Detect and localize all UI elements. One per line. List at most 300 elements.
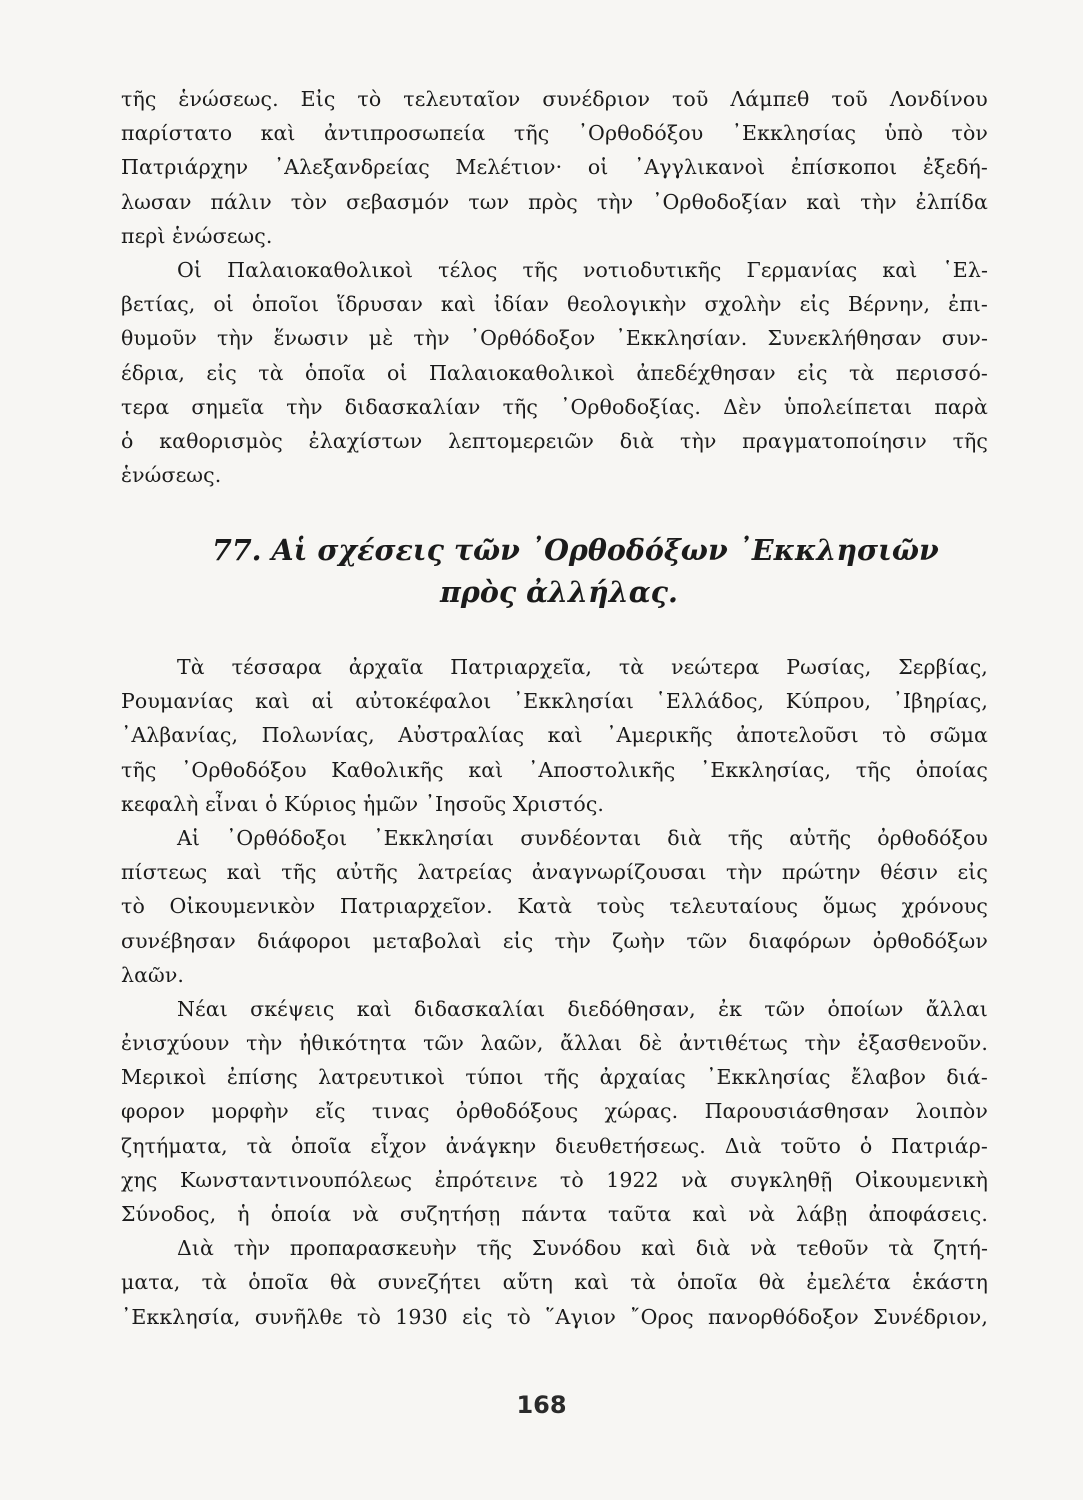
word: σεβασμόν — [346, 189, 450, 214]
word: τοῦ — [831, 87, 868, 111]
word: Ρουμανίας — [121, 689, 234, 714]
word: τὴν — [680, 428, 717, 453]
text-line — [121, 185, 988, 219]
text-line — [121, 1060, 988, 1094]
word: τῶν — [686, 928, 728, 953]
word: θυμοῦν — [121, 326, 197, 351]
word: λεπτομερειῶν — [448, 428, 594, 453]
paragraph-block-1 — [121, 82, 988, 492]
word: τελευταίους — [669, 894, 799, 919]
word: καὶ — [547, 723, 583, 748]
word: τῆς — [855, 757, 892, 782]
word: σημεῖα — [191, 394, 265, 419]
word: Πατριαρχεῖα, — [450, 655, 592, 679]
word: ἀποτελοῦσι — [736, 723, 859, 748]
section-number: 77. — [212, 533, 262, 567]
word: τῆς — [476, 1236, 513, 1261]
word: ἕνωσιν — [273, 326, 349, 351]
word: Μερικοὶ — [121, 1065, 207, 1090]
word: τῆς — [513, 121, 550, 146]
text-line — [121, 684, 988, 718]
word: τοὺς — [596, 894, 645, 919]
word: τὴν — [554, 928, 591, 953]
text-line — [121, 855, 988, 889]
word: τὴν — [804, 1031, 841, 1056]
word: ὀρθοδόξου — [877, 825, 988, 850]
word: ἀνάγκην — [445, 1133, 537, 1158]
word: τῆς — [522, 257, 558, 282]
word: τελευταῖον — [403, 87, 521, 111]
word: ἠθικότητα — [299, 1031, 407, 1056]
word: τὰ — [888, 1236, 914, 1261]
text-line — [121, 1163, 988, 1197]
word: ᾿Ορθοδοξίας. — [560, 394, 701, 419]
word: αὕτη — [502, 1270, 553, 1295]
word: ἐλαχίστων — [308, 428, 423, 453]
word: ἵδρυσαν — [337, 292, 423, 317]
word: πίστεως — [121, 860, 208, 885]
word: Αὐστραλίας — [398, 723, 525, 748]
word: τὰ — [618, 655, 645, 679]
word: συγκληθῇ — [730, 1167, 833, 1192]
word: Διὰ — [177, 1236, 214, 1261]
word: τὴν — [726, 860, 763, 885]
word: νὰ — [748, 1202, 775, 1226]
word: Αἱ — [177, 825, 201, 850]
word: διδασκαλίαν — [344, 394, 481, 419]
word: τῆς — [121, 87, 157, 111]
text-line — [121, 1231, 988, 1265]
word: ἑνώσεως. — [178, 87, 279, 111]
word: ὁ — [859, 1133, 873, 1158]
word: ᾿Ιβηρίας, — [892, 689, 988, 714]
word: μὲ — [368, 326, 394, 351]
word: ῾Ελλάδος, — [655, 689, 765, 714]
word: Συνεκλήθησαν — [767, 326, 922, 351]
word: τὴν — [246, 1031, 283, 1056]
word: Γερμανίας — [746, 257, 858, 282]
text-line — [121, 992, 988, 1026]
word: νὰ — [750, 1236, 777, 1261]
word: ῞Αγιον — [545, 1304, 616, 1329]
word: Χριστός. — [512, 791, 605, 816]
word: ᾿Ορθόδοξον — [469, 326, 596, 351]
word: ζητήματα, — [121, 1133, 228, 1158]
word: διάφοροι — [257, 928, 352, 953]
word: διὰ — [695, 1236, 731, 1261]
text-line — [121, 889, 988, 923]
word: τὰ — [630, 1270, 656, 1295]
word: ὀρθοδόξων — [872, 928, 988, 953]
word: εἶχον — [370, 1133, 427, 1158]
section-heading-line-1 — [212, 533, 939, 567]
word: θὰ — [329, 1270, 357, 1295]
word: 1922 — [606, 1167, 659, 1192]
word: λαῶν. — [121, 962, 185, 987]
word: τὰ — [201, 1270, 227, 1295]
word: ματα, — [121, 1270, 181, 1295]
word: αἱ — [311, 689, 334, 714]
text-line — [121, 650, 988, 684]
word: ὑπολείπεται — [783, 394, 913, 419]
word: ὁ — [265, 791, 278, 816]
word: ἄλλαι — [925, 996, 988, 1021]
word: Εἰς — [300, 87, 336, 111]
word: τὸν — [290, 189, 328, 214]
word: ἀναγνωρίζουσαι — [531, 860, 707, 885]
word: τὰ — [246, 1133, 273, 1158]
word: εἰς — [799, 292, 831, 317]
word: ὁ — [121, 428, 134, 453]
word: ᾿Εκκλησίας — [731, 121, 857, 146]
word: λατρείας — [417, 860, 513, 885]
word: Λάμπεθ — [730, 87, 810, 111]
word: ἀρχαῖα — [348, 655, 424, 679]
word: Παλαιοκαθολικοὶ — [227, 257, 414, 282]
word: τὴν — [860, 189, 897, 214]
word: ᾿Αποστολικῆς — [527, 757, 676, 782]
word: τοῦ — [671, 87, 709, 111]
word: τῆς — [121, 757, 157, 782]
word: τὰ — [258, 360, 284, 385]
word: τὴν — [286, 394, 323, 419]
text-line — [121, 1026, 988, 1060]
word: διαφόρων — [748, 928, 852, 953]
word: έδρια, — [121, 360, 186, 385]
word: πάλιν — [210, 189, 272, 214]
word: σχολὴν — [704, 292, 782, 317]
word: διεδόθησαν, — [567, 996, 696, 1021]
word: καὶ — [641, 1236, 677, 1261]
text-line — [121, 718, 988, 752]
word: ἀρχαίας — [599, 1065, 686, 1090]
word: καὶ — [806, 189, 842, 214]
text-line — [121, 253, 988, 287]
word: ἑκάστη — [912, 1270, 988, 1295]
word: τὴν — [413, 326, 450, 351]
word: λατρευτικοὶ — [318, 1065, 446, 1090]
word: ταῦτα — [608, 1202, 672, 1226]
word: αὐτῆς — [336, 860, 398, 885]
text-line — [121, 1197, 988, 1231]
text-line — [121, 821, 988, 855]
word: τὴν — [217, 326, 254, 351]
word: ὁποῖα — [290, 1133, 352, 1158]
word: ὑπὸ — [884, 121, 924, 146]
word: εἰς — [206, 360, 237, 385]
word: Συνόδου — [531, 1236, 622, 1261]
word: συνεζήτει — [377, 1270, 482, 1295]
word: προπαρασκευὴν — [289, 1236, 457, 1261]
word: ζωὴν — [612, 928, 666, 953]
word: Κύπρου, — [785, 689, 872, 714]
word: καὶ — [882, 257, 918, 282]
text-line — [121, 116, 988, 150]
word: ὁποία — [270, 1202, 332, 1226]
word: Οἰκουμενικὸν — [169, 894, 316, 919]
word: Καθολικῆς — [331, 757, 444, 782]
word: τὸν — [951, 121, 988, 146]
word: Πατριάρ- — [891, 1133, 988, 1158]
word: τῆς — [502, 394, 538, 419]
word: Πατριάρχην — [121, 155, 249, 180]
word: δὲ — [638, 1031, 663, 1056]
word: Πολωνίας, — [261, 723, 375, 748]
word: ᾿Εκκλησίαι — [373, 825, 495, 850]
word: τερα — [121, 394, 170, 419]
word: ὁποῖοι — [251, 292, 320, 317]
word: Διὰ — [724, 1133, 762, 1158]
word: ἐπρότεινε — [434, 1167, 538, 1192]
word: ἐκ — [718, 996, 743, 1021]
word: ἀντιπροσωπεία — [323, 121, 486, 146]
page-number: 168 — [516, 1391, 567, 1419]
word: Τὰ — [177, 655, 205, 679]
word: φορον — [121, 1099, 186, 1124]
word: παρίστατο — [121, 121, 233, 146]
word: Κωνσταντινουπόλεως — [179, 1167, 413, 1192]
word: διευθετήσεως. — [555, 1133, 706, 1158]
word: λοιπὸν — [915, 1099, 988, 1124]
word: συνέβησαν — [121, 928, 236, 953]
word: ἐλπίδα — [915, 189, 988, 214]
word: ἐπίσκοποι — [790, 155, 898, 180]
word: μορφὴν — [211, 1099, 289, 1124]
text-line — [121, 458, 988, 492]
word: τὴν — [596, 189, 634, 214]
word: εἰς — [957, 860, 988, 885]
word: καὶ — [260, 121, 296, 146]
word: ἐνισχύουν — [121, 1031, 230, 1056]
word: ἀντιθέτως — [678, 1031, 789, 1056]
word: καὶ — [574, 1270, 610, 1295]
word: καὶ — [255, 689, 291, 714]
text-line — [121, 1300, 988, 1334]
word: ᾿Αλβανίας, — [121, 723, 239, 748]
word: ἐπίσης — [226, 1065, 298, 1090]
word: ὁποίων — [827, 996, 904, 1021]
word: ἑνώσεως. — [172, 223, 273, 248]
text-line — [121, 1094, 988, 1128]
text-line — [121, 787, 988, 821]
word: πάντα — [521, 1202, 587, 1226]
word: νοτιοδυτικῆς — [582, 257, 722, 282]
word: τεθοῦν — [796, 1236, 869, 1261]
word: συζητήσῃ — [399, 1202, 501, 1226]
word: ἡμῶν — [362, 791, 419, 816]
word: νὰ — [681, 1167, 708, 1192]
word: Πατριαρχεῖον. — [339, 894, 493, 919]
word: τῆς — [281, 860, 317, 885]
word: νὰ — [352, 1202, 379, 1226]
word: Παρουσιάσθησαν — [704, 1099, 890, 1124]
word: ᾿Εκκλησίας, — [699, 757, 832, 782]
word: ἰδίαν — [493, 292, 550, 317]
text-line — [121, 1129, 988, 1163]
word: καὶ — [356, 996, 392, 1021]
word: οἱ — [213, 292, 234, 317]
text-line — [121, 753, 988, 787]
word: πραγματοποίησιν — [742, 428, 927, 453]
word: μεταβολαὶ — [372, 928, 482, 953]
word: τὸ — [559, 1167, 584, 1192]
word: ἐξεδή- — [922, 155, 988, 180]
word: ἀπεδέχθησαν — [636, 360, 776, 385]
word: αὐτῆς — [789, 825, 852, 850]
word: συνέδριον — [542, 87, 651, 111]
word: Δὲν — [723, 394, 762, 419]
word: ᾿Ορθοδόξου — [577, 121, 704, 146]
word: παρὰ — [934, 394, 988, 419]
word: τὸ — [357, 87, 382, 111]
word: Κατὰ — [517, 894, 573, 919]
text-line — [121, 424, 988, 458]
word: καὶ — [692, 1202, 728, 1226]
word: ἄλλαι — [560, 1031, 623, 1056]
word: Βέρνην, — [847, 292, 931, 317]
word: τὸ — [506, 1304, 531, 1329]
word: τέσσαρα — [231, 655, 322, 679]
word: χώρας. — [604, 1099, 679, 1124]
word: λάβῃ — [796, 1202, 848, 1226]
word: πρὸς — [528, 189, 578, 214]
word: τινας — [371, 1099, 430, 1124]
word: ᾿Εκκλησία, — [121, 1304, 241, 1329]
word: τὰ — [848, 360, 875, 385]
word: ᾿Ορθοδοξίαν — [652, 189, 788, 214]
word: τύποι — [465, 1065, 524, 1090]
word: ἐπι- — [948, 292, 988, 317]
word: ἐξασθενοῦν. — [857, 1031, 988, 1056]
text-line — [121, 958, 988, 992]
word: θεολογικὴν — [567, 292, 687, 317]
text-line — [121, 356, 988, 390]
word: καὶ — [226, 860, 262, 885]
word: διδασκαλίαι — [414, 996, 546, 1021]
word: ᾿Ιησοῦς — [424, 791, 507, 816]
word: ζητή- — [933, 1236, 988, 1261]
text-line — [121, 924, 988, 958]
word: τῆς — [543, 1065, 580, 1090]
word: πανορθόδοξον — [708, 1304, 859, 1329]
word: ὀρθοδόξους — [455, 1099, 579, 1124]
word: συν- — [941, 326, 988, 351]
section-title-line-2: πρὸς ἀλλήλας. — [440, 575, 678, 609]
word: βετίας, — [121, 292, 196, 317]
word: ὁποῖα — [248, 1270, 309, 1295]
word: καὶ — [468, 757, 504, 782]
word: νεώτερα — [671, 655, 760, 679]
word: ὁποῖα — [305, 360, 366, 385]
word: Παλαιοκαθολικοὶ — [428, 360, 615, 385]
word: ὁποῖα — [677, 1270, 738, 1295]
word: αὐτοκέφαλοι — [355, 689, 492, 714]
word: τέλος — [438, 257, 498, 282]
word: θέσιν — [880, 860, 939, 885]
word: Οἱ — [177, 257, 203, 282]
word: διὰ — [667, 825, 702, 850]
word: ῎Ορος — [630, 1304, 694, 1329]
word: ᾿Εκκλησίας — [706, 1065, 831, 1090]
word: ᾿Αλεξανδρείας — [273, 155, 430, 180]
word: εἰς — [797, 360, 828, 385]
word: Ρωσίας, — [786, 655, 872, 679]
word: Μελέτιον· — [455, 155, 563, 180]
word: ᾿Ορθοδόξου — [181, 757, 307, 782]
word: χρόνους — [901, 894, 988, 919]
word: Οἰκουμενικὴ — [854, 1167, 988, 1192]
word: εἰς — [462, 1304, 493, 1329]
word: εἰς — [502, 928, 534, 953]
word: Σύνοδος, — [121, 1202, 217, 1226]
text-line — [121, 82, 988, 116]
word: 1930 — [395, 1304, 448, 1329]
word: διὰ — [619, 428, 655, 453]
word: οἱ — [386, 360, 408, 385]
text-line — [121, 321, 988, 355]
section-title-line-1: Αἱ σχέσεις τῶν ᾿Ορθοδόξων ᾿Εκκλησιῶν — [271, 533, 939, 567]
paragraph-block-2 — [121, 650, 988, 1334]
text-line — [121, 287, 988, 321]
word: σῶμα — [929, 723, 988, 748]
word: των — [468, 189, 510, 214]
text-line — [121, 219, 988, 253]
word: τῶν — [423, 1031, 464, 1056]
word: περὶ — [121, 223, 166, 248]
word: ὁποίας — [915, 757, 988, 782]
word: ᾿Εκκλησίαι — [512, 689, 634, 714]
word: Συνέδριον, — [873, 1304, 988, 1329]
word: Λονδίνου — [889, 87, 988, 111]
word: ἀποφάσεις. — [868, 1202, 988, 1226]
word: θὰ — [758, 1270, 786, 1295]
word: λωσαν — [121, 189, 192, 214]
word: τῆς — [727, 825, 764, 850]
word: ἡ — [237, 1202, 250, 1226]
word: Νέαι — [177, 996, 228, 1021]
text-line — [121, 1265, 988, 1299]
word: τὸ — [121, 894, 145, 919]
word: πρώτην — [781, 860, 861, 885]
word: εἶναι — [205, 791, 259, 816]
word: τοῦτο — [780, 1133, 841, 1158]
word: ᾿Αγγλικανοὶ — [634, 155, 766, 180]
word: διά- — [946, 1065, 988, 1090]
word: Σερβίας, — [898, 655, 988, 679]
word: ἐμελέτα — [806, 1270, 891, 1295]
word: καὶ — [440, 292, 476, 317]
text-line — [121, 150, 988, 184]
word: συνδέονται — [520, 825, 642, 850]
word: λαῶν, — [480, 1031, 544, 1056]
word: κεφαλὴ — [121, 791, 199, 816]
text-line — [121, 390, 988, 424]
word: ῾Ελ- — [942, 257, 988, 282]
word: οἱ — [587, 155, 609, 180]
word: τὴν — [233, 1236, 271, 1261]
word: τῆς — [952, 428, 988, 453]
word: ᾿Ορθόδοξοι — [226, 825, 348, 850]
word: τὸ — [882, 723, 907, 748]
word: περισσό- — [895, 360, 988, 385]
word: ὅμως — [822, 894, 878, 919]
word: ἔλαβον — [850, 1065, 927, 1090]
word: τῶν — [764, 996, 806, 1021]
word: εἴς — [315, 1099, 346, 1124]
word: Κύριος — [284, 791, 357, 816]
word: ᾿Αμερικῆς — [606, 723, 713, 748]
word: καθορισμὸς — [159, 428, 283, 453]
